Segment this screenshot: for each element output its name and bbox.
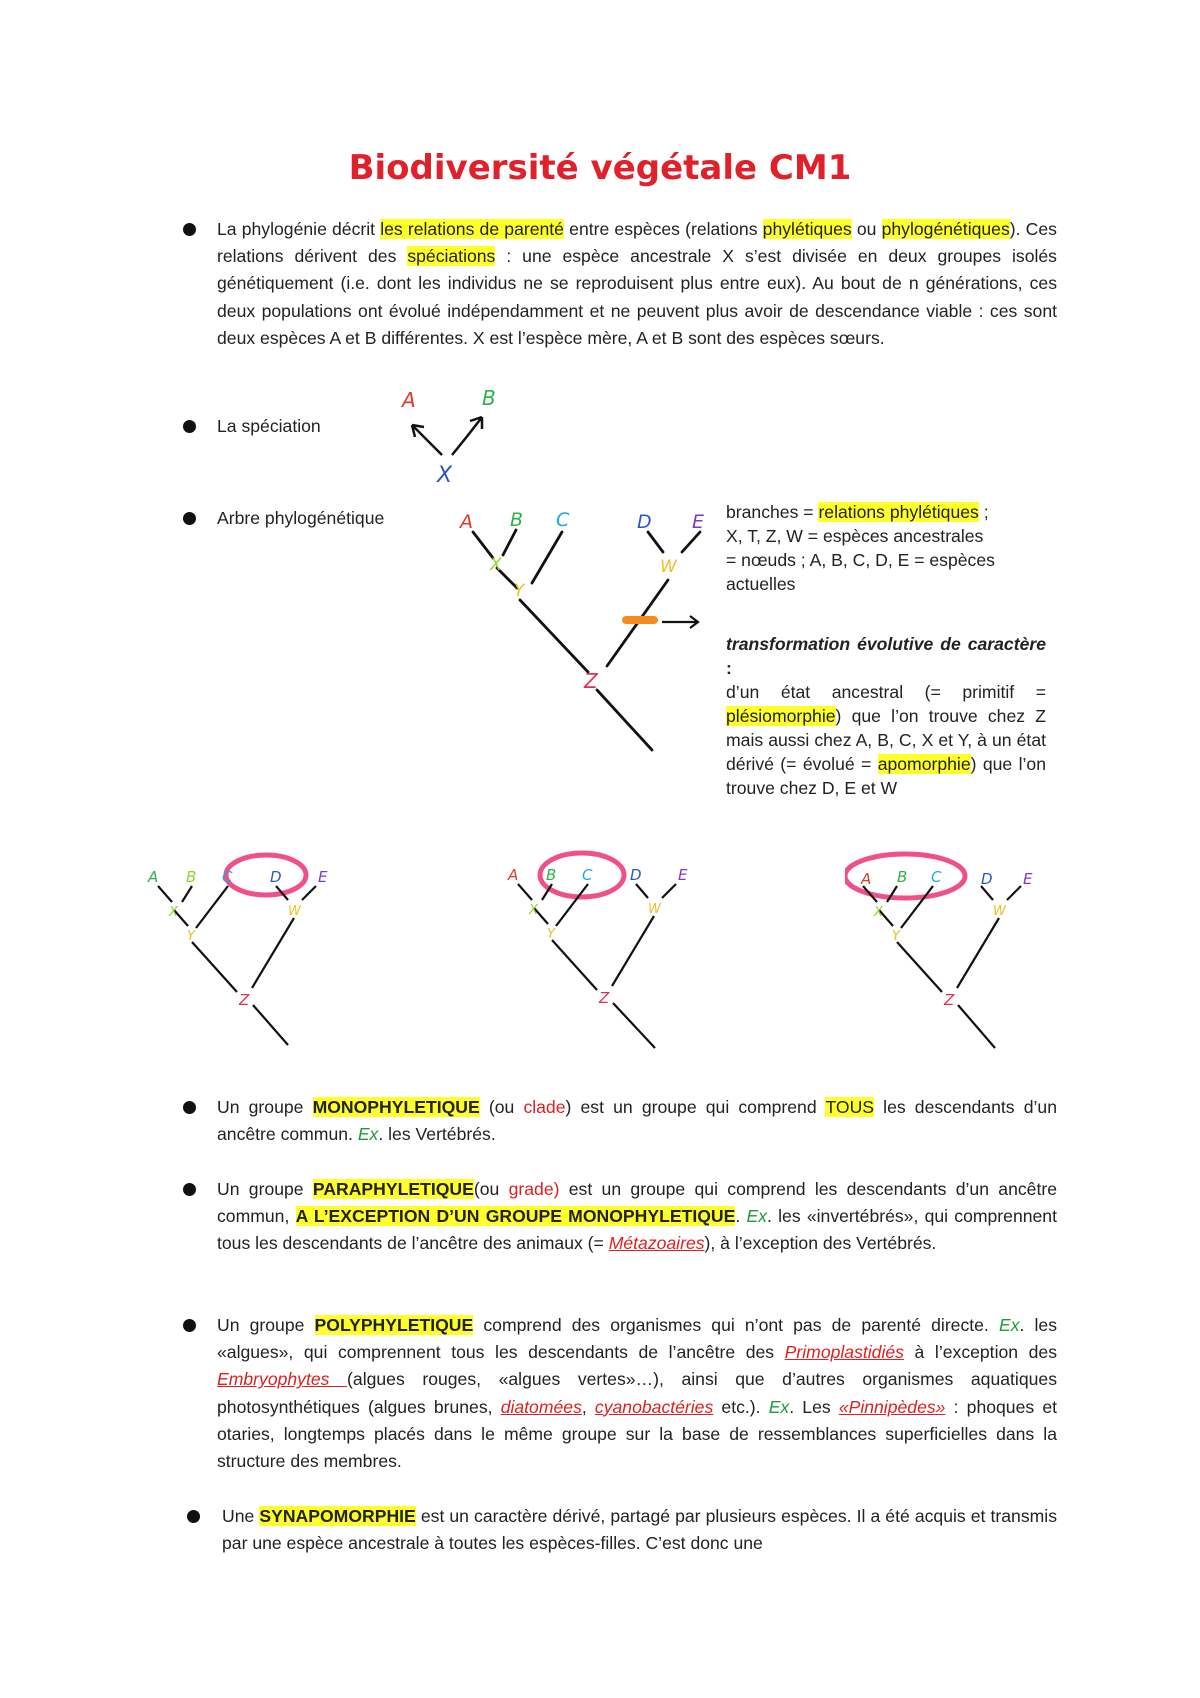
- highlight: MONOPHYLETIQUE: [312, 1097, 480, 1117]
- synapomorphy-paragraph: [222, 1503, 1057, 1557]
- text: ;: [978, 502, 989, 522]
- term-link[interactable]: cyanobactéries: [594, 1396, 714, 1417]
- term-link[interactable]: Métazoaires: [608, 1233, 705, 1254]
- text: .: [735, 1206, 747, 1227]
- node-a: A: [861, 870, 872, 888]
- speciation-diagram: [390, 385, 530, 490]
- bullet: [187, 1510, 200, 1523]
- text: La spéciation: [217, 416, 321, 436]
- speciation-node-a: A: [402, 388, 416, 412]
- tree-legend: [726, 500, 1046, 596]
- bullet: [183, 1319, 196, 1332]
- monophyletic-paragraph: [217, 1094, 1057, 1148]
- term-link[interactable]: Embryophytes: [217, 1369, 348, 1390]
- text: Un groupe: [217, 1097, 313, 1117]
- tree-node-x: X: [490, 555, 502, 575]
- speciation-node-b: B: [482, 386, 496, 410]
- text: (ou: [479, 1097, 524, 1117]
- highlight: PARAPHYLETIQUE: [312, 1179, 474, 1199]
- page-title: Biodiversité végétale CM1: [348, 148, 852, 188]
- node-z: Z: [239, 991, 250, 1009]
- text: . les Vertébrés.: [378, 1124, 496, 1145]
- node-e: E: [1023, 870, 1033, 888]
- example-tag: Ex: [357, 1124, 379, 1145]
- node-e: E: [318, 868, 328, 886]
- highlight: A L’EXCEPTION D’UN GROUPE MONOPHYLETIQUE: [295, 1206, 736, 1227]
- node-c: C: [582, 866, 593, 884]
- text: ) que l’on trouve chez D, E et W: [726, 754, 1046, 798]
- bullet: [183, 512, 196, 525]
- text: transformation évolutive de caractère: [726, 634, 1046, 654]
- example-tag: Ex: [746, 1206, 767, 1227]
- bullet: [183, 223, 196, 236]
- node-c: C: [931, 868, 942, 886]
- node-w: W: [648, 902, 661, 917]
- group-ring: [226, 855, 306, 895]
- highlight: relations phylétiques: [818, 502, 979, 522]
- node-c: C: [222, 868, 233, 886]
- text: les descendants d’un ancêtre commun.: [217, 1097, 1057, 1145]
- node-z: Z: [599, 989, 610, 1007]
- tree-node-c: C: [556, 509, 570, 531]
- text: : phoques et otaries, longtemps placés dans le même groupe sur la base de ressemblances superficielles dans la structure des membres.: [217, 1396, 1057, 1472]
- speciation-arrow-left: [412, 425, 442, 455]
- note-body: [726, 680, 1046, 800]
- node-b: B: [897, 868, 908, 886]
- phylogeny-paragraph: [217, 216, 1057, 352]
- tree-node-d: D: [637, 511, 652, 533]
- text: comprend des organismes qui n’ont pas de parenté directe.: [473, 1315, 999, 1335]
- bullet: [183, 1101, 196, 1114]
- arrow-icon: [662, 616, 698, 628]
- node-b: B: [186, 868, 197, 886]
- legend-line: = nœuds ; A, B, C, D, E = espèces actuelles: [726, 550, 995, 594]
- node-d: D: [270, 868, 282, 886]
- speciation-label: [217, 413, 417, 441]
- speciation-node-x: X: [437, 463, 453, 488]
- tree-label: Arbre phylogénétique: [217, 508, 385, 528]
- phylogenetic-tree: [450, 500, 725, 760]
- node-y: Y: [547, 927, 555, 942]
- text: Un groupe: [217, 1179, 313, 1199]
- highlight: POLYPHYLETIQUE: [314, 1315, 474, 1335]
- tree-node-z: Z: [584, 669, 598, 693]
- tree-node-y: Y: [514, 581, 525, 601]
- tree-example-monophyletic: [500, 850, 735, 1050]
- tree-node-b: B: [510, 509, 524, 531]
- text: ou: [851, 219, 882, 239]
- text: (ou: [473, 1179, 509, 1199]
- text: entre espèces (relations: [563, 219, 763, 239]
- node-b: B: [546, 866, 557, 884]
- highlight: TOUS: [825, 1097, 875, 1117]
- text: Une: [222, 1506, 260, 1526]
- text: ), à l’exception des Vertébrés.: [704, 1233, 937, 1254]
- node-y: Y: [892, 929, 900, 944]
- text: . les «invertébrés», qui comprennent tous les descendants de l’ancêtre des animaux (=: [217, 1206, 1057, 1254]
- node-w: W: [288, 904, 301, 919]
- tree-example-polyphyletic: [140, 850, 375, 1050]
- speciation-arrow-right: [452, 417, 482, 455]
- highlight: spéciations: [407, 246, 496, 267]
- red-term: clade: [523, 1097, 566, 1117]
- highlight: phylétiques: [762, 219, 852, 239]
- text: branches =: [726, 502, 819, 522]
- bullet: [183, 1183, 196, 1196]
- node-d: D: [981, 870, 993, 888]
- node-z: Z: [944, 991, 955, 1009]
- text: ) que l’on trouve chez Z mais aussi chez A, B, C, X et Y, à un état dérivé (= évolué =: [726, 706, 1046, 774]
- tree-example-paraphyletic: [845, 850, 1080, 1050]
- text: :: [726, 658, 732, 678]
- text: Un groupe: [217, 1315, 315, 1335]
- highlight: plésiomorphie: [726, 706, 836, 726]
- transformation-note: [726, 632, 1046, 800]
- tree-node-e: E: [692, 511, 705, 533]
- term-link[interactable]: «Pinnipèdes»: [838, 1396, 946, 1417]
- node-w: W: [993, 904, 1006, 919]
- term-link[interactable]: diatomées: [500, 1396, 582, 1417]
- example-tag: Ex: [768, 1396, 790, 1417]
- text: (algues rouges, «algues vertes»…), ainsi que d’autres organismes aquatiques photosynthétiques (algues brunes,: [217, 1369, 1057, 1417]
- text: : une espèce ancestrale X s’est divisée en deux groupes isolés génétiquement (i.e. dont les individus ne se reproduisent plus entre eux). Au bout de n générations, ces deux populations ont évolué indépendamment et ne peuvent plus avoir de descendance viable : ces sont deux espèces A et B différentes. X est l’espèce mère, A et B sont des espèces sœurs.: [217, 246, 1057, 348]
- legend-line: X, T, Z, W = espèces ancestrales: [726, 526, 984, 546]
- text: est un caractère dérivé, partagé par plusieurs espèces. Il a été acquis et transmis par une espèce ancestrale à toutes les espèces-filles. C’est donc une: [222, 1506, 1057, 1554]
- highlight: phylogénétiques: [881, 219, 1010, 239]
- text: est un groupe qui comprend les descendants d’un ancêtre commun,: [217, 1179, 1057, 1227]
- node-a: A: [148, 868, 159, 886]
- red-term: grade): [508, 1179, 560, 1199]
- node-e: E: [678, 866, 688, 884]
- highlight: SYNAPOMORPHIE: [259, 1506, 416, 1526]
- polyphyletic-paragraph: [217, 1312, 1057, 1475]
- text: d’un état ancestral (= primitif =: [726, 682, 1046, 702]
- highlight: les relations de parenté: [380, 219, 564, 239]
- highlight: apomorphie: [877, 754, 971, 774]
- node-x: X: [169, 905, 178, 920]
- paraphyletic-paragraph: [217, 1176, 1057, 1258]
- node-x: X: [874, 905, 883, 920]
- term-link[interactable]: Primoplastidiés: [784, 1342, 904, 1363]
- text: La phylogénie décrit: [217, 219, 381, 239]
- legend-line: [726, 500, 1046, 524]
- tree-node-w: W: [660, 557, 677, 577]
- node-d: D: [630, 866, 642, 884]
- text: à l’exception des: [903, 1342, 1057, 1363]
- text: ,: [581, 1396, 595, 1417]
- node-y: Y: [187, 929, 195, 944]
- text: ). Ces relations dérivent des: [217, 219, 1057, 267]
- bullet: [183, 420, 196, 433]
- text: ) est un groupe qui comprend: [565, 1097, 826, 1117]
- text: . les «algues», qui comprennent tous les descendants de l’ancêtre des: [217, 1315, 1057, 1363]
- example-tag: Ex: [998, 1315, 1020, 1335]
- note-heading: [726, 632, 1046, 680]
- text: . Les: [789, 1396, 839, 1417]
- node-a: A: [508, 866, 519, 884]
- node-x: X: [529, 903, 538, 918]
- tree-node-a: A: [460, 511, 473, 533]
- text: etc.).: [713, 1396, 769, 1417]
